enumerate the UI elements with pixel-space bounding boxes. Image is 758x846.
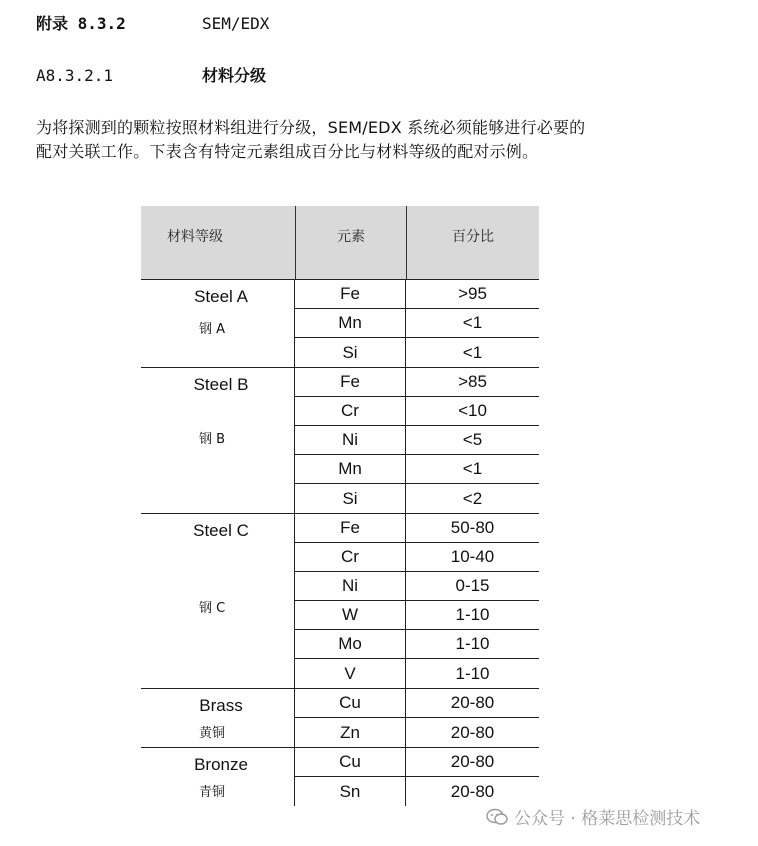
percent-cell: >85	[458, 372, 487, 391]
percent-cell: 0-15	[455, 576, 490, 595]
grade-cell	[141, 689, 294, 747]
element-cell: Zn	[295, 718, 406, 747]
grade-name-en: Bronze	[194, 755, 248, 774]
table-group	[141, 367, 539, 513]
table-group	[141, 688, 539, 747]
grade-name-cn: 青铜	[199, 785, 226, 800]
percent-cell: 1-10	[455, 634, 490, 653]
material-grade-table	[141, 206, 539, 806]
grade-name-cn: 钢 C	[199, 601, 226, 616]
percent-cell: 20-80	[450, 693, 495, 712]
table-row	[295, 777, 539, 806]
percent-cell: <1	[462, 342, 483, 362]
group-rows	[294, 689, 539, 747]
percent-cell: 1-10	[455, 663, 490, 683]
table-row	[295, 426, 539, 455]
table-row	[295, 309, 539, 338]
table-row	[295, 338, 539, 367]
table-row	[295, 368, 539, 397]
header-percent: 百分比	[406, 206, 539, 279]
appendix-title: SEM/EDX	[202, 14, 270, 33]
element-cell: Si	[295, 338, 406, 367]
percent-cell: <2	[462, 488, 483, 508]
element-cell: W	[295, 601, 406, 629]
percent-cell: 50-80	[450, 518, 495, 537]
grade-cell	[141, 514, 294, 688]
percent-cell: 1-10	[455, 605, 490, 624]
table-row	[295, 397, 539, 426]
table-row	[295, 630, 539, 659]
header-element: 元素	[295, 206, 406, 279]
percent-cell: >95	[458, 284, 487, 303]
intro-line-2: 配对关联工作。下表含有特定元素组成百分比与材料等级的配对示例。	[36, 142, 539, 161]
element-cell: Ni	[295, 426, 406, 454]
element-cell: Cu	[295, 748, 406, 776]
section-number: A8.3.2.1	[36, 66, 114, 85]
table-row	[295, 601, 539, 630]
grade-name-cn: 钢 B	[199, 432, 226, 447]
element-cell: Mn	[295, 309, 406, 337]
section-title: 材料分级	[202, 66, 267, 85]
table-row	[295, 514, 539, 543]
watermark	[486, 804, 700, 829]
table-row	[295, 718, 539, 747]
table-group	[141, 747, 539, 806]
grade-cell	[141, 280, 294, 367]
table-row	[295, 572, 539, 601]
table-row	[295, 543, 539, 572]
table-row	[295, 455, 539, 484]
grade-name-cn: 钢 A	[199, 322, 226, 337]
element-cell: Cr	[295, 543, 406, 571]
grade-name-en: Brass	[199, 696, 243, 715]
percent-cell: <5	[462, 430, 483, 449]
table-row	[295, 689, 539, 718]
element-cell: Fe	[295, 514, 406, 542]
percent-cell: <1	[462, 313, 483, 332]
element-cell: Si	[295, 484, 406, 513]
element-cell: Mo	[295, 630, 406, 658]
grade-name-cn: 黄铜	[199, 726, 226, 741]
intro-paragraph	[36, 116, 736, 164]
element-cell: Ni	[295, 572, 406, 600]
grade-name-en: Steel B	[193, 375, 249, 394]
table-row	[295, 280, 539, 309]
table-row	[295, 748, 539, 777]
table-group	[141, 279, 539, 367]
watermark-text: 公众号 · 格莱思检测技术	[514, 809, 701, 829]
percent-cell: 20-80	[450, 722, 495, 742]
table-header-row	[141, 206, 539, 279]
grade-cell	[141, 368, 294, 513]
table-body	[141, 279, 539, 806]
intro-line-1: 为将探测到的颗粒按照材料组进行分级，SEM/EDX 系统必须能够进行必要的	[36, 118, 586, 137]
element-cell: Fe	[295, 368, 406, 396]
element-cell: Sn	[295, 777, 406, 806]
element-cell: Cr	[295, 397, 406, 425]
element-cell: Mn	[295, 455, 406, 483]
element-cell: Cu	[295, 689, 406, 717]
table-row	[295, 659, 539, 688]
group-rows	[294, 514, 539, 688]
percent-cell: 10-40	[450, 547, 495, 566]
wechat-icon	[486, 808, 508, 826]
element-cell: Fe	[295, 280, 406, 308]
element-cell: V	[295, 659, 406, 688]
percent-cell: <10	[458, 401, 487, 420]
percent-cell: 20-80	[450, 752, 495, 771]
group-rows	[294, 368, 539, 513]
group-rows	[294, 280, 539, 367]
appendix-number: 附录 8.3.2	[36, 14, 126, 33]
table-group	[141, 513, 539, 688]
percent-cell: 20-80	[450, 781, 495, 801]
grade-name-en: Steel C	[193, 521, 249, 540]
table-row	[295, 484, 539, 513]
group-rows	[294, 748, 539, 806]
grade-cell	[141, 748, 294, 806]
percent-cell: <1	[462, 459, 483, 478]
header-grade: 材料等级	[167, 229, 223, 245]
grade-name-en: Steel A	[194, 287, 248, 306]
